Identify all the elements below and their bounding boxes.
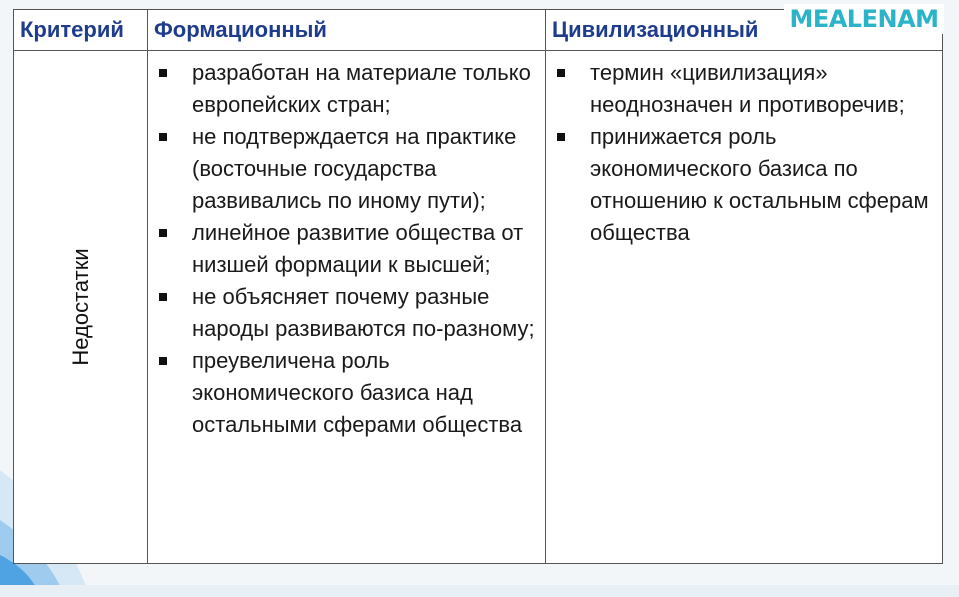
list-item-text: не объясняет почему разные народы развиваются по-разному;: [192, 284, 535, 341]
list-item-text: преувеличена роль экономического базиса над остальными сферами общества: [192, 348, 523, 437]
civilizational-cell: [546, 51, 943, 564]
list-item-text: разработан на материале только европейских стран;: [192, 60, 531, 117]
list-item-text: линейное развитие общества от низшей формации к высшей;: [192, 220, 524, 277]
square-bullet-icon: [159, 357, 167, 365]
list-item-text: термин «цивилизация» неоднозначен и противоречив;: [590, 60, 905, 117]
list-item: [148, 121, 539, 217]
square-bullet-icon: [159, 229, 167, 237]
comparison-table: [13, 9, 943, 564]
formational-cell: [148, 51, 546, 564]
square-bullet-icon: [159, 133, 167, 141]
logo-text: MEALENAM: [789, 5, 939, 33]
list-item: [546, 57, 936, 121]
list-item: [148, 57, 539, 121]
formational-list: [148, 51, 545, 441]
list-item-text: не подтверждается на практике (восточные государства развивались по иному пути);: [192, 124, 517, 213]
header-formational: Формационный: [148, 10, 546, 51]
civilizational-list: [546, 51, 942, 249]
header-criterion: Критерий: [14, 10, 148, 51]
watermark-logo: [784, 4, 944, 34]
list-item-text: принижается роль экономического базиса по отношению к остальным сферам общества: [590, 124, 929, 245]
list-item: [546, 121, 936, 249]
row-label-cell: [14, 51, 148, 564]
list-item: [148, 217, 539, 281]
drawbacks-row: [14, 51, 943, 564]
comparison-table-container: [13, 9, 942, 564]
list-item: [148, 281, 539, 345]
square-bullet-icon: [159, 293, 167, 301]
square-bullet-icon: [557, 133, 565, 141]
list-item: [148, 345, 539, 441]
square-bullet-icon: [159, 69, 167, 77]
header-civilizational: Цивилизационный: [546, 10, 943, 51]
square-bullet-icon: [557, 69, 565, 77]
row-label: Недостатки: [67, 248, 93, 366]
